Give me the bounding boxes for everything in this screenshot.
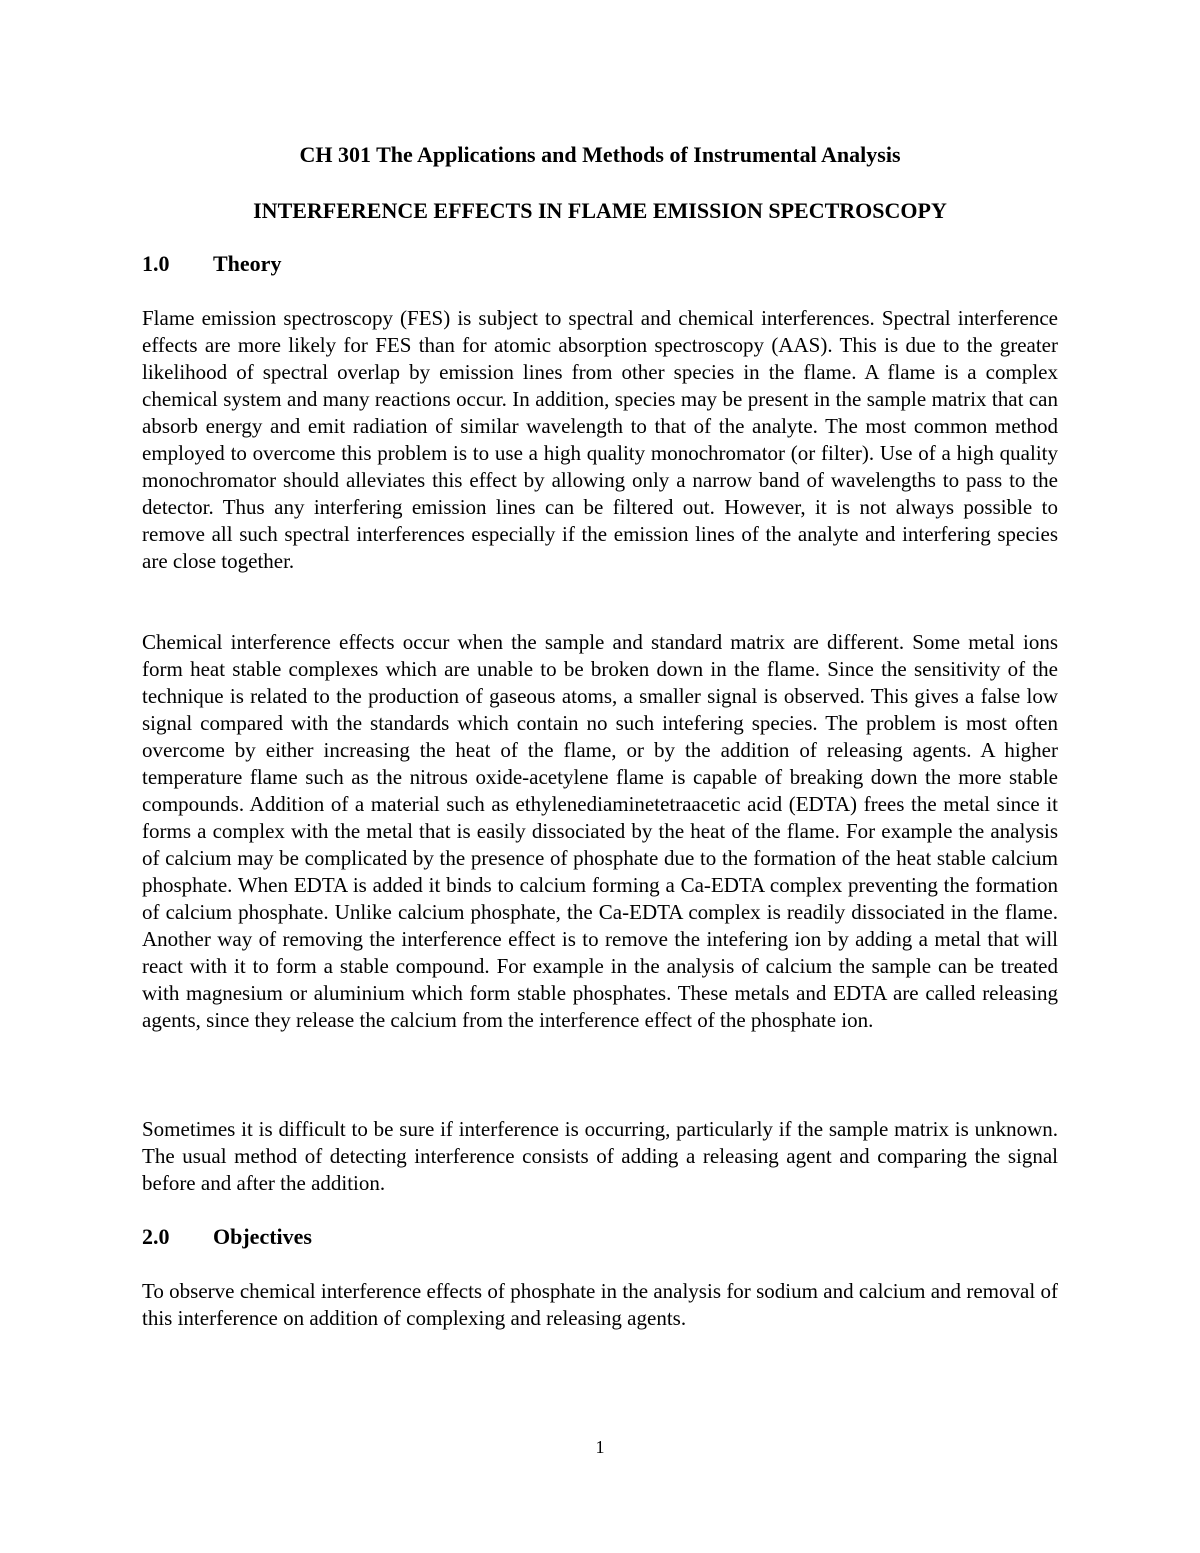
document-title: CH 301 The Applications and Methods of Instrumental Analysis [299,142,901,167]
theory-paragraph-detection: Sometimes it is difficult to be sure if interference is occurring, particularly if the sample matrix is unknown. The usual method of detecting interference consists of adding a releasing agent and comparing the signal before and after the addition. [142,1117,1058,1195]
page-number: 1 [595,1437,605,1457]
section-title: Theory [213,251,282,276]
document-subtitle: INTERFERENCE EFFECTS IN FLAME EMISSION SPECTROSCOPY [253,198,947,223]
section-heading-theory [142,251,281,277]
objectives-paragraph: To observe chemical interference effects of phosphate in the analysis for sodium and calcium and removal of this interference on addition of complexing and releasing agents. [142,1279,1058,1330]
section-number: 2.0 [142,1224,170,1249]
section-heading-objectives [142,1224,312,1250]
section-number: 1.0 [142,251,170,276]
section-title: Objectives [213,1224,312,1249]
theory-paragraph-spectral: Flame emission spectroscopy (FES) is subject to spectral and chemical interferences. Spectral interference effects are more likely for FES than for atomic absorption spectroscopy (AAS). This is due to the greater likelihood of spectral overlap by emission lines from other species in the flame. A flame is a complex chemical system and many reactions occur. In addition, species may be present in the sample matrix that can absorb energy and emit radiation of similar wavelength to that of the analyte. The most common method employed to overcome this problem is to use a high quality monochromator (or filter). Use of a high quality monochromator should alleviates this effect by allowing only a narrow band of wavelengths to pass to the detector. Thus any interfering emission lines can be filtered out. However, it is not always possible to remove all such spectral interferences especially if the emission lines of the analyte and interfering species are close together. [142,306,1058,573]
theory-paragraph-chemical: Chemical interference effects occur when the sample and standard matrix are different. Some metal ions form heat stable complexes which are unable to be broken down in the flame. Since the sensitivity of the technique is related to the production of gaseous atoms, a smaller signal is observed. This gives a false low signal compared with the standards which contain no such intefering species. The problem is most often overcome by either increasing the heat of the flame, or by the addition of releasing agents. A higher temperature flame such as the nitrous oxide-acetylene flame is capable of breaking down the more stable compounds. Addition of a material such as ethylenediaminetetraacetic acid (EDTA) frees the metal since it forms a complex with the metal that is easily dissociated by the heat of the flame. For example the analysis of calcium may be complicated by the presence of phosphate due to the formation of the heat stable calcium phosphate. When EDTA is added it binds to calcium forming a Ca-EDTA complex preventing the formation of calcium phosphate. Unlike calcium phosphate, the Ca-EDTA complex is readily dissociated in the flame. Another way of removing the interference effect is to remove the intefering ion by adding a metal that will react with it to form a stable compound. For example in the analysis of calcium the sample can be treated with magnesium or aluminium which form stable phosphates. These metals and EDTA are called releasing agents, since they release the calcium from the interference effect of the phosphate ion. [142,630,1058,1032]
